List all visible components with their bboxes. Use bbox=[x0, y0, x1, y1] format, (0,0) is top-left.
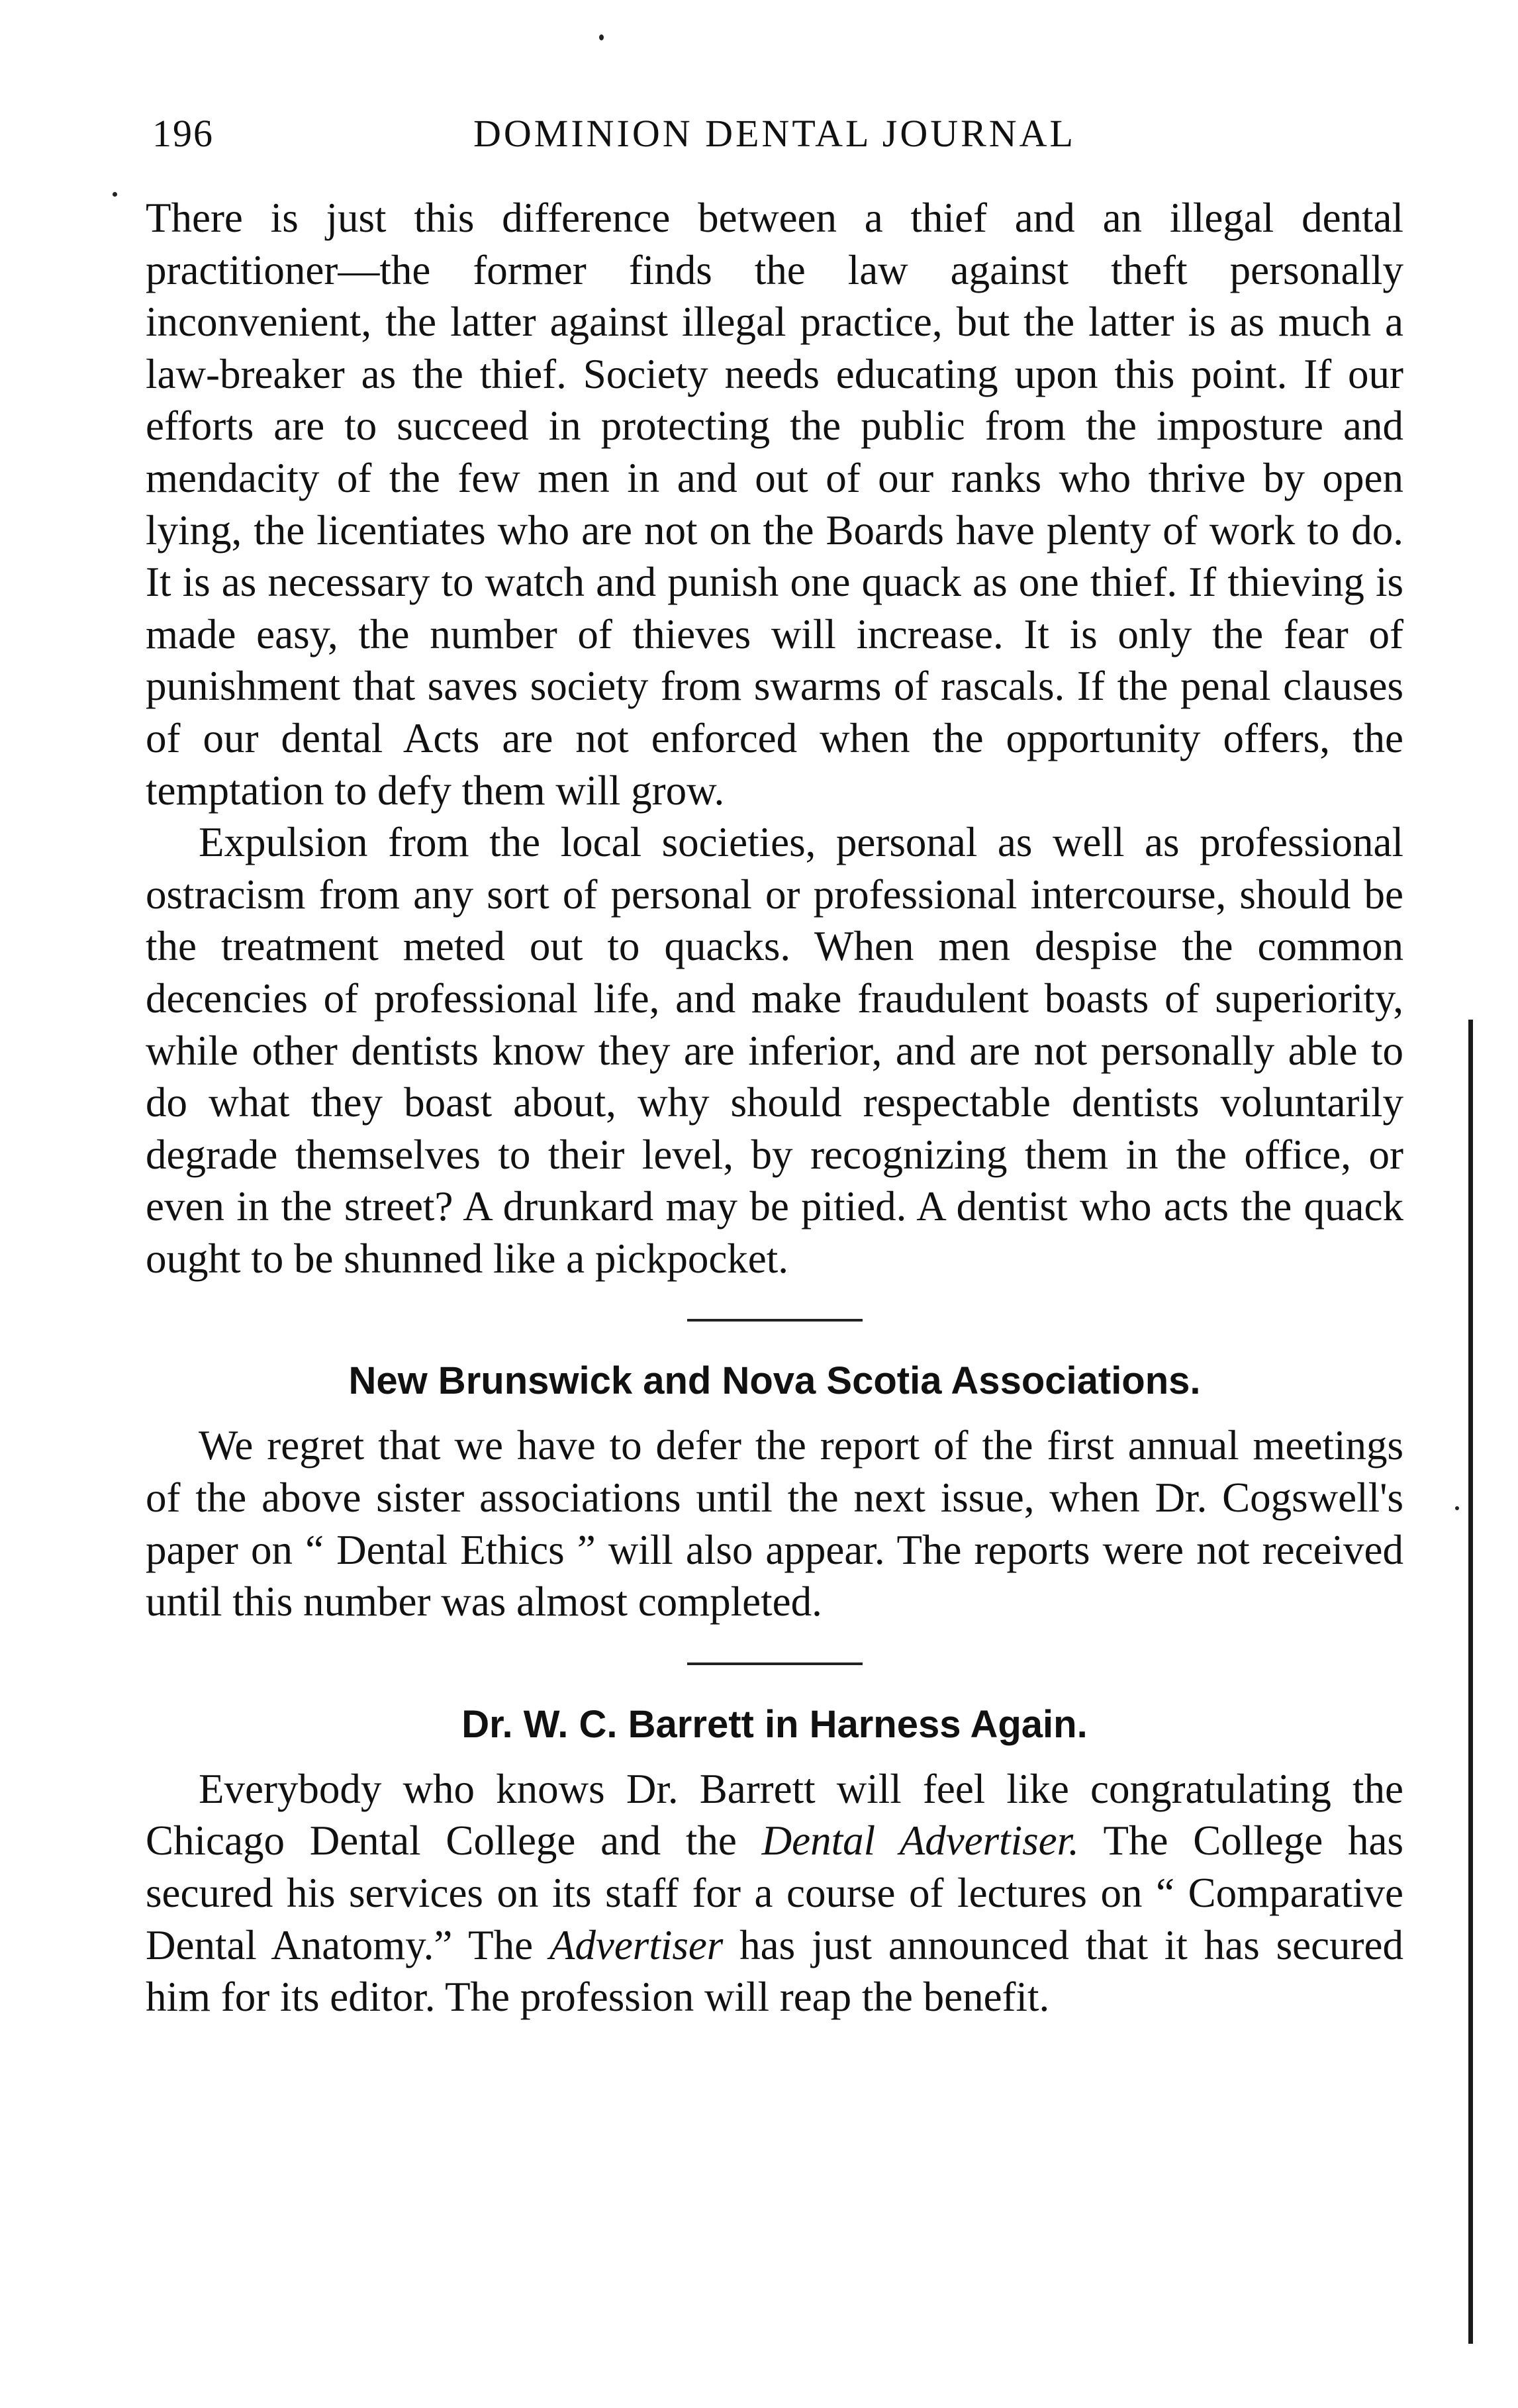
scan-speck bbox=[113, 192, 117, 197]
section-heading-associations: New Brunswick and Nova Scotia Associations. bbox=[348, 1359, 1201, 1403]
scan-speck bbox=[1455, 1506, 1459, 1510]
paragraph-associations-report: We regret that we have to defer the report of the first annual meetings of the above sister associations until the next issue, when Dr. Cogswell's paper on “ Dental Ethics ” will also appear. The reports were not received until this number was almost completed. bbox=[146, 1422, 1403, 1625]
paragraph-illegal-practitioners: There is just this difference between a thief and an illegal dental practitioner—the former finds the law against theft personally inconvenient, the latter against illegal practice, but the latter is as much a law-breaker as the thief. Society needs educating upon this point. If our efforts are to succeed in protecting the public from the imposture and mendacity of the few men in and out of our ranks who thrive by open lying, the licentiates who are not on the Boards have plenty of work to do. It is as necessary to watch and punish one quack as one thief. If thieving is made easy, the number of thieves will increase. It is only the fear of punishment that saves society from swarms of rascals. If the penal clauses of our dental Acts are not enforced when the opportunity offers, the temptation to defy them will grow. bbox=[146, 195, 1403, 814]
barrett-text-1: Everybody who knows Dr. Barrett will feel like congratulating the Chicago Dental College and the bbox=[146, 1765, 1403, 1864]
scan-speck bbox=[599, 34, 604, 40]
journal-title: DOMINION DENTAL JOURNAL bbox=[473, 112, 1076, 155]
article-body bbox=[146, 192, 1403, 2023]
section-heading-barrett: Dr. W. C. Barrett in Harness Again. bbox=[461, 1702, 1088, 1746]
advertiser-title: Advertiser bbox=[549, 1921, 724, 1968]
dental-advertiser-title: Dental Advertiser. bbox=[761, 1817, 1079, 1864]
section-divider bbox=[687, 1662, 863, 1665]
paragraph-barrett bbox=[146, 1763, 1403, 2023]
barrett-text-2: The College has secured his services on its staff for a course of lectures on “ Comparative Dental Anatomy.” The bbox=[146, 1817, 1403, 1968]
scan-edge-line bbox=[1468, 1020, 1473, 2344]
page-number: 196 bbox=[152, 112, 214, 155]
barrett-text-3: has just announced that it has secured him for its editor. The profession will reap the benefit. bbox=[146, 1921, 1403, 2021]
paragraph-expulsion-of-quacks: Expulsion from the local societies, personal as well as professional ostracism from any sort of personal or professional intercourse, should be the treatment meted out to quacks. When men despise the common decencies of professional life, and make fraudulent boasts of superiority, while other dentists know they are inferior, and are not personally able to do what they boast about, why should respectable dentists voluntarily degrade themselves to their level, by recognizing them in the office, or even in the street? A drunkard may be pitied. A dentist who acts the quack ought to be shunned like a pickpocket. bbox=[146, 819, 1403, 1282]
section-divider bbox=[687, 1319, 863, 1322]
running-head bbox=[152, 111, 1397, 164]
